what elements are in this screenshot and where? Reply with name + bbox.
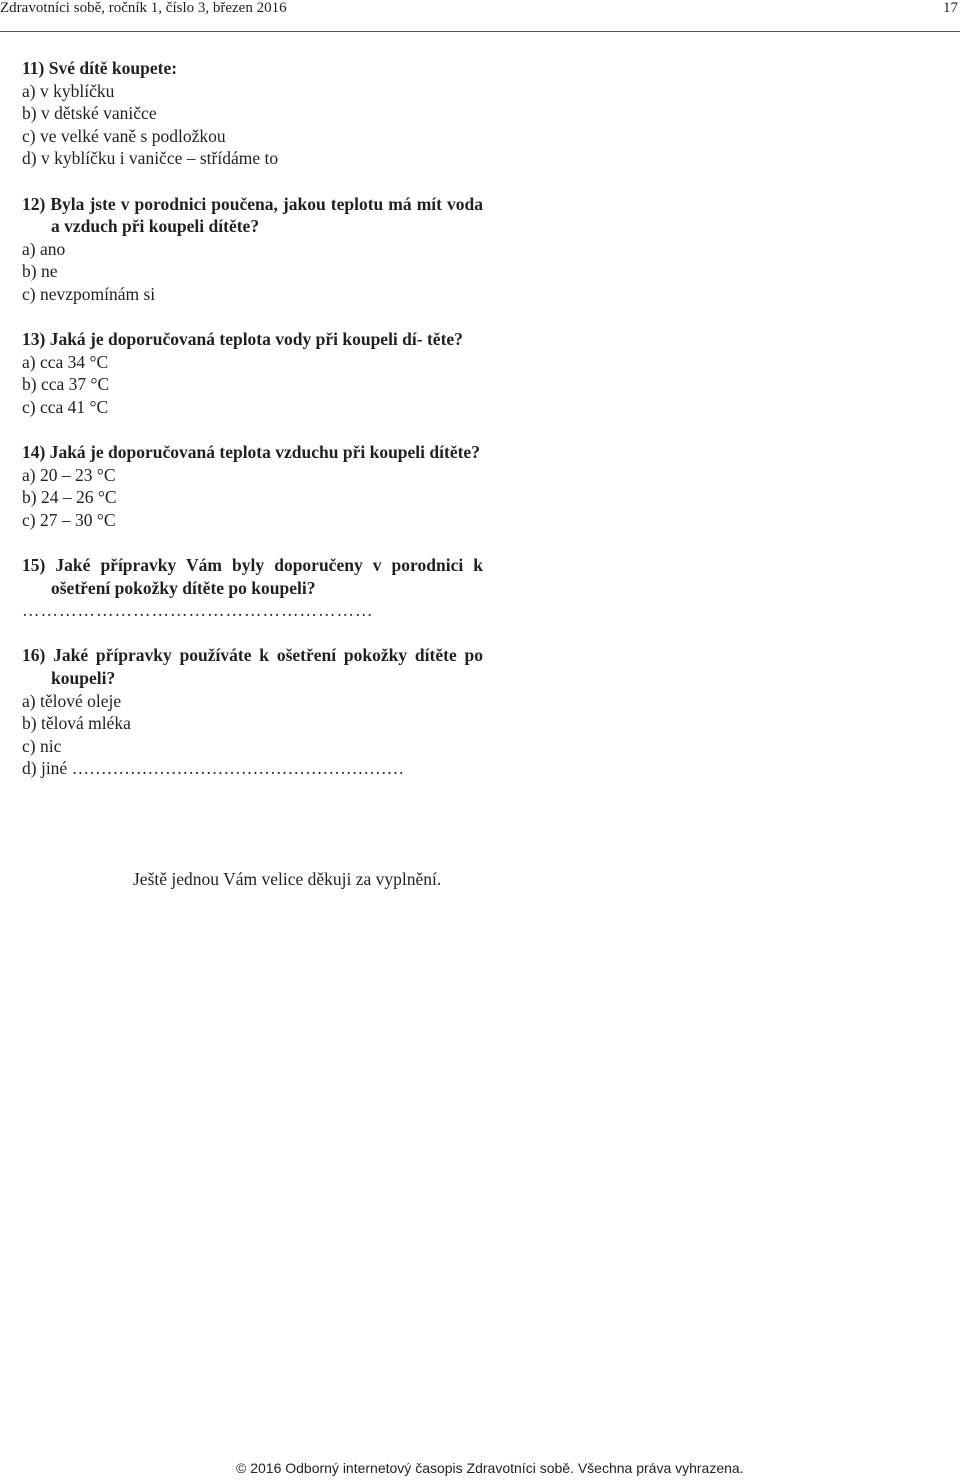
option-16c: c) nic [22, 735, 62, 756]
copyright-footer: © 2016 Odborný internetový časopis Zdravotníci sobě. Všechna práva vyhrazena. [236, 1460, 744, 1476]
question-14: 14) Jaká je doporučovaná teplota vzduchu při koupeli dítěte? [22, 442, 480, 463]
question-block-14 [22, 441, 480, 531]
option-14c: c) 27 – 30 °C [22, 509, 116, 530]
header-divider [0, 31, 960, 32]
question-block-12 [22, 193, 483, 306]
thank-you-note: Ještě jednou Vám velice děkuji za vyplnění. [133, 869, 442, 889]
option-13c: c) cca 41 °C [22, 396, 109, 417]
question-12: 12) Byla jste v porodnici poučena, jakou teplotu má mít voda a vzduch při koupeli dítěte? [22, 193, 483, 237]
question-block-11 [22, 57, 462, 170]
option-16d: d) jiné ………………………………………………… [22, 758, 405, 779]
question-16: 16) Jaké přípravky používáte k ošetření pokožky dítěte po koupeli? [22, 645, 483, 689]
option-11a: a) v kyblíčku [22, 80, 115, 101]
option-12a: a) ano [22, 238, 66, 259]
option-16a: a) tělové oleje [22, 690, 122, 711]
question-11: 11) Své dítě koupete: [22, 58, 178, 78]
question-block-13 [22, 328, 462, 418]
option-14b: b) 24 – 26 °C [22, 487, 117, 508]
option-11d: d) v kyblíčku i vaničce – střídáme to [22, 148, 279, 169]
question-13: 13) Jaká je doporučovaná teplota vody při koupeli dí- těte? [22, 329, 463, 350]
questionnaire [22, 57, 483, 780]
page-number: 17 [943, 0, 958, 16]
option-13b: b) cca 37 °C [22, 374, 110, 395]
option-11c: c) ve velké vaně s podložkou [22, 125, 226, 146]
page-header [0, 0, 960, 20]
option-12b: b) ne [22, 261, 58, 282]
journal-title: Zdravotníci sobě, ročník 1, číslo 3, březen 2016 [0, 0, 287, 16]
answer-line-15[interactable]: ………………………………………………… [22, 600, 374, 621]
option-13a: a) cca 34 °C [22, 351, 109, 372]
question-block-16 [22, 644, 483, 780]
option-16b: b) tělová mléka [22, 713, 131, 734]
option-14a: a) 20 – 23 °C [22, 464, 116, 485]
option-12c: c) nevzpomínám si [22, 283, 156, 304]
option-11b: b) v dětské vaničce [22, 103, 157, 124]
question-15: 15) Jaké přípravky Vám byly doporučeny v porodnici k ošetření pokožky dítěte po koupeli? [22, 555, 483, 598]
question-block-15 [22, 554, 483, 622]
